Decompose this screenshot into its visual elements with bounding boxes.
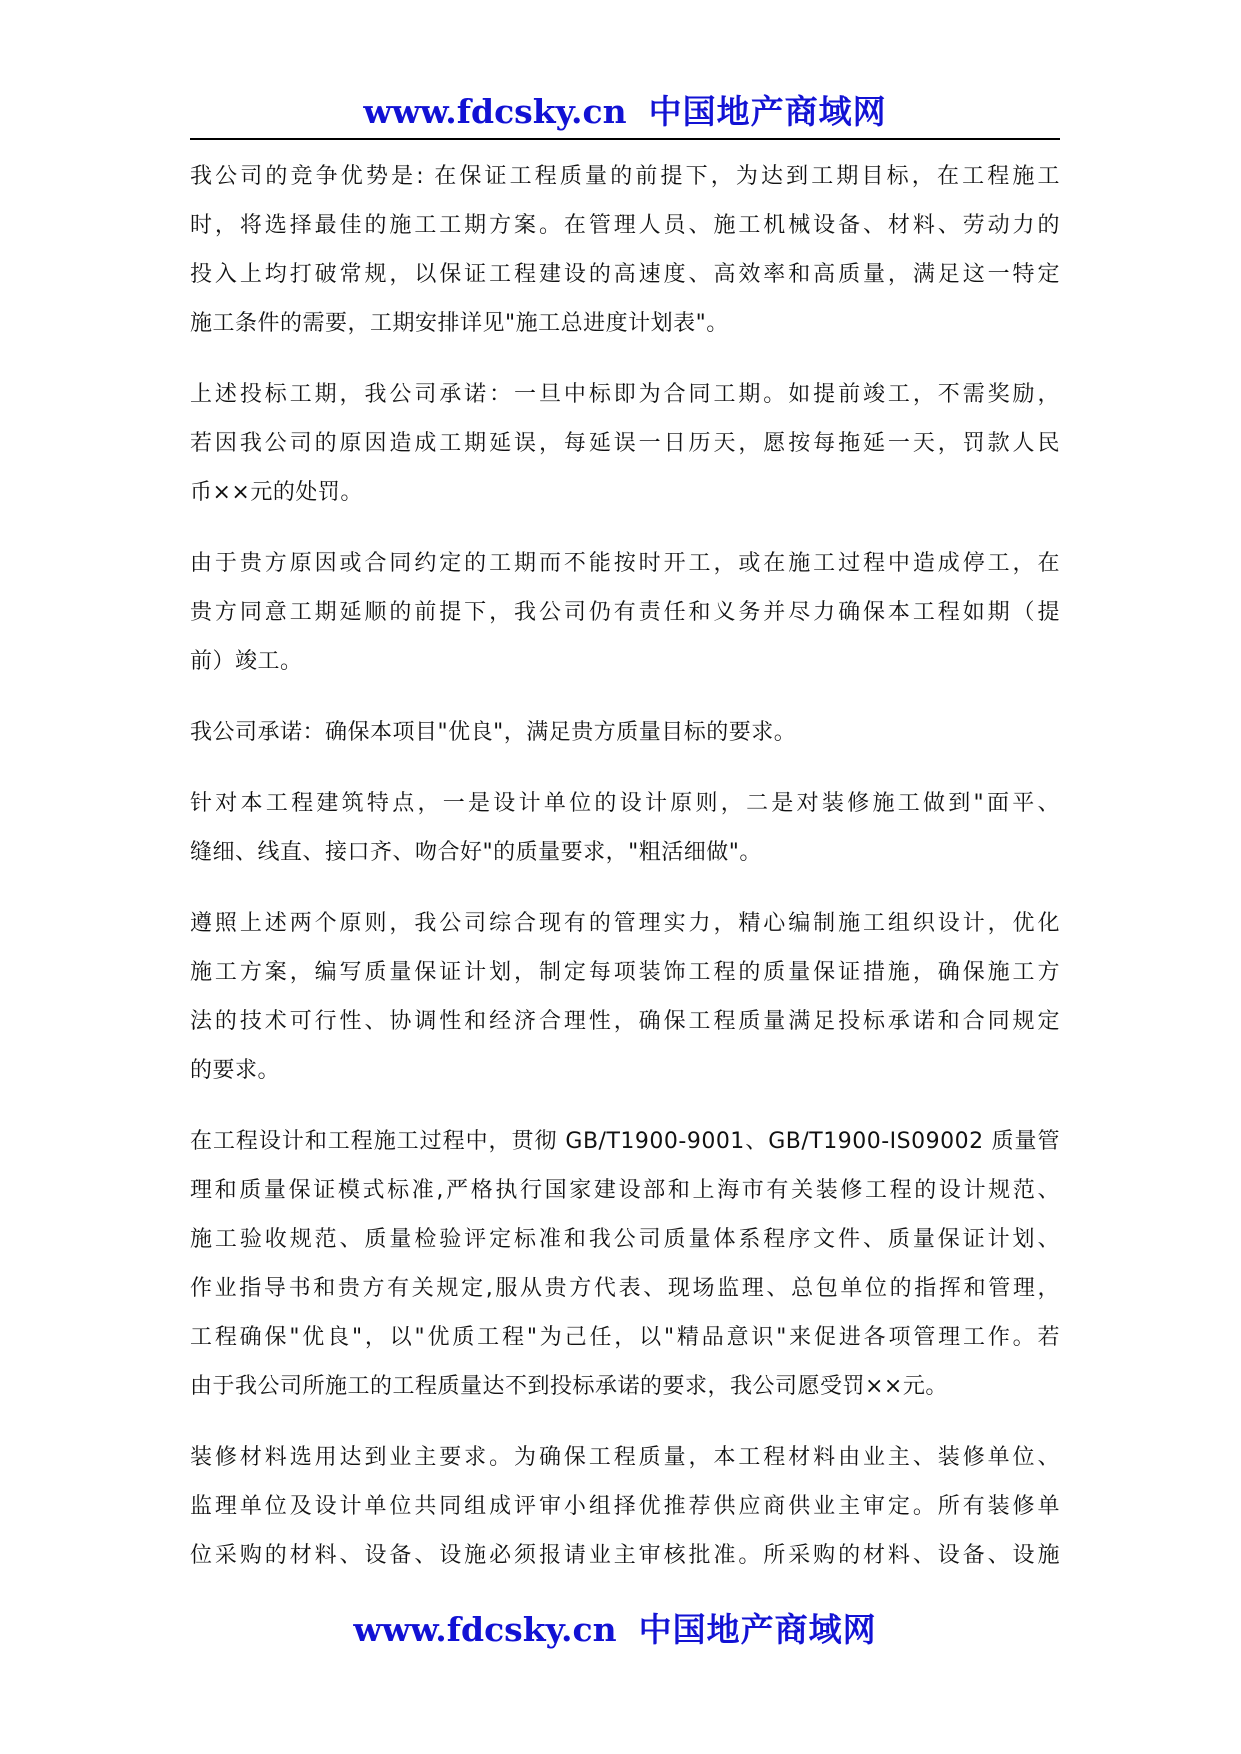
text-line: 前）竣工。 — [190, 649, 303, 674]
paragraph — [190, 539, 1060, 686]
text-line: 位采购的材料、设备、设施必须报请业主审核批准。所采购的材料、设备、设施 — [190, 1543, 1060, 1568]
text-line: 我公司的竞争优势是: 在保证工程质量的前提下，为达到工期目标，在工程施工 — [190, 164, 1060, 189]
text-line: 作业指导书和贵方有关规定,服从贵方代表、现场监理、总包单位的指挥和管理， — [190, 1276, 1060, 1301]
text-line: 时，将选择最佳的施工工期方案。在管理人员、施工机械设备、材料、劳动力的 — [190, 213, 1060, 238]
text-line: 施工验收规范、质量检验评定标准和我公司质量体系程序文件、质量保证计划、 — [190, 1227, 1060, 1252]
paragraph — [190, 152, 1060, 348]
page-footer — [190, 1600, 1040, 1660]
text-line: 施工条件的需要，工期安排详见"施工总进度计划表"。 — [190, 311, 729, 336]
document-body — [190, 152, 1060, 1602]
paragraph — [190, 779, 1060, 877]
text-line: 上述投标工期，我公司承诺：一旦中标即为合同工期。如提前竣工，不需奖励， — [190, 382, 1060, 407]
text-line: 装修材料选用达到业主要求。为确保工程质量，本工程材料由业主、装修单位、 — [190, 1445, 1060, 1470]
page-header — [190, 86, 1060, 140]
footer-url: www.fdcsky.cn — [353, 1610, 617, 1649]
text-line: 若因我公司的原因造成工期延误，每延误一日历天，愿按每拖延一天，罚款人民 — [190, 431, 1060, 456]
text-line: 贵方同意工期延顺的前提下，我公司仍有责任和义务并尽力确保本工程如期（提 — [190, 600, 1060, 625]
text-line: 在工程设计和工程施工过程中，贯彻 GB/T1900-9001、GB/T1900-IS09002 质量管 — [190, 1129, 1060, 1154]
text-line: 投入上均打破常规，以保证工程建设的高速度、高效率和高质量，满足这一特定 — [190, 262, 1060, 287]
paragraph — [190, 708, 1060, 757]
text-line: 币××元的处罚。 — [190, 480, 363, 505]
header-url: www.fdcsky.cn — [363, 92, 627, 131]
text-line: 理和质量保证模式标准,严格执行国家建设部和上海市有关装修工程的设计规范、 — [190, 1178, 1060, 1203]
text-line: 由于贵方原因或合同约定的工期而不能按时开工，或在施工过程中造成停工，在 — [190, 551, 1060, 576]
text-line: 施工方案，编写质量保证计划，制定每项装饰工程的质量保证措施，确保施工方 — [190, 960, 1060, 985]
header-site-name: 中国地产商域网 — [648, 92, 887, 131]
paragraph — [190, 899, 1060, 1095]
text-line: 我公司承诺：确保本项目"优良"，满足贵方质量目标的要求。 — [190, 720, 797, 745]
text-line: 工程确保"优良"，以"优质工程"为己任，以"精品意识"来促进各项管理工作。若 — [190, 1325, 1060, 1350]
text-line: 由于我公司所施工的工程质量达不到投标承诺的要求，我公司愿受罚××元。 — [190, 1374, 948, 1399]
text-line: 缝细、线直、接口齐、吻合好"的质量要求，"粗活细做"。 — [190, 840, 762, 865]
text-line: 针对本工程建筑特点，一是设计单位的设计原则，二是对装修施工做到"面平、 — [190, 791, 1060, 816]
paragraph — [190, 370, 1060, 517]
text-line: 法的技术可行性、协调性和经济合理性，确保工程质量满足投标承诺和合同规定 — [190, 1009, 1060, 1034]
paragraph — [190, 1433, 1060, 1580]
paragraph — [190, 1117, 1060, 1411]
text-line: 监理单位及设计单位共同组成评审小组择优推荐供应商供业主审定。所有装修单 — [190, 1494, 1060, 1519]
text-line: 的要求。 — [190, 1058, 281, 1083]
footer-site-name: 中国地产商域网 — [638, 1610, 877, 1649]
text-line: 遵照上述两个原则，我公司综合现有的管理实力，精心编制施工组织设计，优化 — [190, 911, 1060, 936]
